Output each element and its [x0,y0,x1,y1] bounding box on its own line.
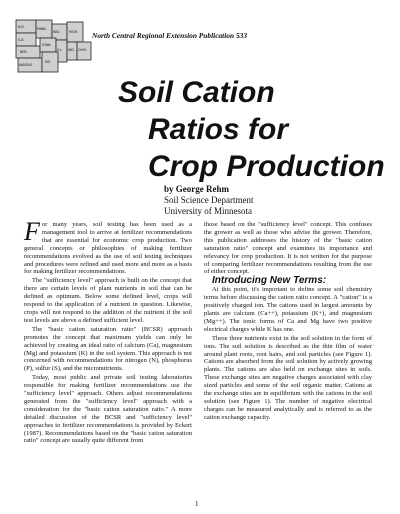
paragraph [24,217,192,276]
map-state-label: ILL. [57,48,63,52]
page-number: 1 [195,500,199,508]
map-state-label: IOWA [42,43,51,47]
map-state-label: S.D. [18,38,25,42]
map-state-label: MICH. [69,30,79,34]
author: by George Rehm [164,184,229,194]
series-label: North Central Regional Extension Publication 533 [92,31,248,40]
section-heading: Introducing New Terms: [212,275,327,287]
map-state-label: IND. [68,48,75,52]
title-line: Crop Production [148,150,385,183]
paragraph: those based on the "sufficiency level" concept. This confuses the grower as well as those who advise the grower. Therefore, this publication addresses the history of the "basic cation saturation ratio" concept and examines its importance and relevancy for crop production. It is not written for the purpose of comparing fertilizer recommendations resulting from the use of either concept. [204,221,372,276]
left-column [24,217,192,446]
institution: University of Minnesota [164,206,252,216]
right-column [204,221,372,423]
title-line: Soil Cation [118,76,275,109]
paragraph: These three nutrients exist in the soil solution in the form of ions. The soil solution is described as the thin film of water around plant roots, root hairs, and soil particles (see Figure 1). Cations are absorbed from the soil solution by actively growing plants. The cations are also held on exchange sites in soils. These exchange sites are negative charges associated with clay sized particles and some of the soil organic matter. Cations at the exchange sites are in equilibrium with the cations in the soil solution (see Figure 1). The number of negative electrical charges can be measured analytically and is referred to as the cation exchange capacity. [204,334,372,421]
paragraph: The "basic cation saturation ratio" (BCSR) approach promotes the concept that maximum yields can only be achieved by creating an ideal ratio of calcium (Ca), magnesium (Mg) and potassium (K) in the soil system. This approach is not concerned with recommendations for nitrogen (N), phosphorus (P), sulfur (S), and the micronutrients. [24,325,192,373]
map-state-label: WIS. [53,30,61,34]
paragraph: The "sufficiency level" approach is built on the concept that there are certain levels of plant nutrients in soil that can be defined as optimum. Below some defined level, crops will respond to the application of a nutrient in question. Likewise, crops will not respond to the addition of the nutrient if the soil test levels are above a defined sufficient level. [24,277,192,324]
map-state-label: OHIO [78,48,87,52]
drop-cap: F [24,217,40,246]
map-state-label: MO. [45,60,52,64]
map-state-label: NEB. [20,50,28,54]
paragraph: Today, most public and private soil testing laboratories responsible for making fertilizer recommendations use the "sufficiency level" approach. Others adjust recommendations generated from the "sufficiency level" approach with a consideration for the "basic cation saturation ratio." A more detailed discussion of the BCSR and "sufficiency level" approaches to fertilizer recommendations is provided by Eckert (1987). Recommendations based on the "basic cation saturation ratio" concept are usually quite different from [24,374,192,445]
north-central-states-map [14,18,98,88]
title-line: Ratios for [148,113,289,146]
map-state-label: N.D. [18,25,25,29]
map-state-label: MINN. [37,27,47,31]
paragraph-text: or many years, soil testing has been used as a management tool to arrive at fertilizer recommendations that are essential for economic crop production. Two general concepts or philosophies of making fertilizer recommendations evolved as the use of soil testing techniques and procedures were refined and used more and more as a basis for making fertilizer recommendations. [24,221,192,276]
map-state-label: KANSAS [19,63,32,67]
paragraph: At this point, it's important to define some soil chemistry terms before discussing the cation ratio concept. A "cation" is a positively charged ion. The cations used in largest amounts by plants are calcium (Ca++), potassium (K+), and magnesium (Mg++). The ionic forms of Ca and Mg have two positive electrical charges while K has one. [204,286,372,333]
department: Soil Science Department [164,195,254,205]
byline [164,184,253,217]
